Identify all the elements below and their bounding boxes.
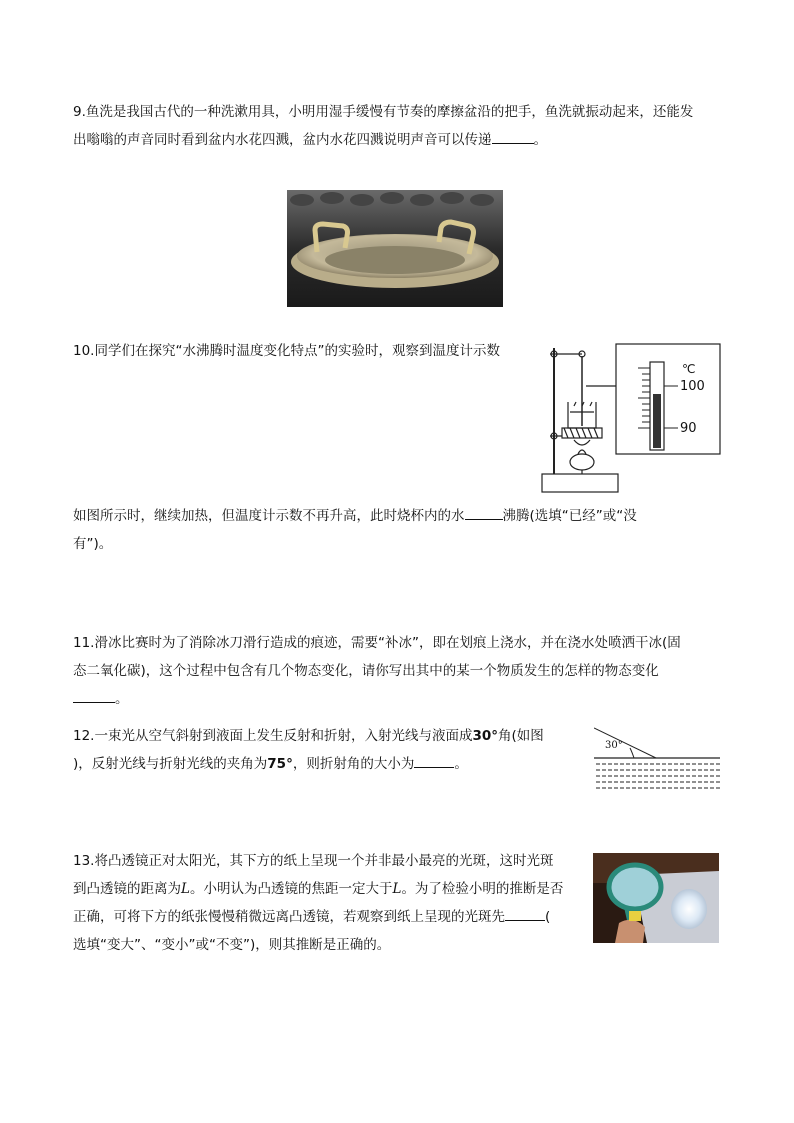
answer-blank-q10[interactable] (465, 506, 503, 521)
answer-blank-q13[interactable] (505, 907, 545, 922)
answer-blank-q9[interactable] (492, 130, 534, 145)
question-9 (73, 98, 693, 154)
fish-washer-photo (287, 190, 503, 307)
light-incidence-figure (594, 726, 722, 794)
q11-line3: 。 (73, 685, 681, 713)
q12-line2: )，反射光线与折射光线的夹角为75°，则折射角的大小为 。 (73, 750, 544, 778)
angle-label-30: 30° (605, 740, 623, 751)
thermometer-unit: ℃ (682, 362, 696, 376)
question-10 (73, 337, 500, 365)
convex-lens-photo (593, 853, 719, 943)
question-10-cont (73, 502, 637, 558)
thermometer-label-90: 90 (680, 421, 697, 436)
q10-line3: 有”)。 (73, 536, 113, 552)
answer-blank-q11[interactable] (73, 689, 115, 704)
q13-line4: 选填“变大”、“变小”或“不变”)，则其推断是正确的。 (73, 937, 391, 953)
q13-line2: 到凸透镜的距离为L。小明认为凸透镜的焦距一定大于L。为了检验小明的推断是否 (73, 881, 564, 897)
question-12 (73, 722, 544, 778)
question-11 (73, 629, 681, 713)
q11-line2: 态二氧化碳)，这个过程中包含有几个物态变化，请你写出其中的某一个物质发生的怎样的物态变化 (73, 663, 659, 679)
thermometer-label-100: 100 (680, 379, 705, 394)
q9-line1: 9.鱼洗是我国古代的一种洗漱用具，小明用湿手缓慢有节奏的摩擦盆沿的把手，鱼洗就振动起来，还能发 (73, 104, 694, 120)
boiling-apparatus-figure (538, 342, 722, 498)
q13-line1: 13.将凸透镜正对太阳光，其下方的纸上呈现一个并非最小最亮的光斑，这时光斑 (73, 853, 554, 869)
question-13 (73, 847, 563, 959)
q9-line2: 出嗡嗡的声音同时看到盆内水花四溅，盆内水花四溅说明声音可以传递 。 (73, 126, 693, 154)
q10-line2: 如图所示时，继续加热，但温度计示数不再升高，此时烧杯内的水 沸腾(选填“已经”或“没 (73, 502, 637, 530)
q13-line3: 正确，可将下方的纸张慢慢稍微远离凸透镜，若观察到纸上呈现的光斑先 ( (73, 903, 563, 931)
q12-line1: 12.一束光从空气斜射到液面上发生反射和折射，入射光线与液面成30°角(如图 (73, 728, 544, 744)
q11-line1: 11.滑冰比赛时为了消除冰刀滑行造成的痕迹，需要“补冰”，即在划痕上浇水，并在浇水处喷洒干冰(固 (73, 635, 681, 651)
q10-line1: 10.同学们在探究“水沸腾时温度变化特点”的实验时，观察到温度计示数 (73, 343, 500, 359)
answer-blank-q12[interactable] (414, 754, 454, 769)
